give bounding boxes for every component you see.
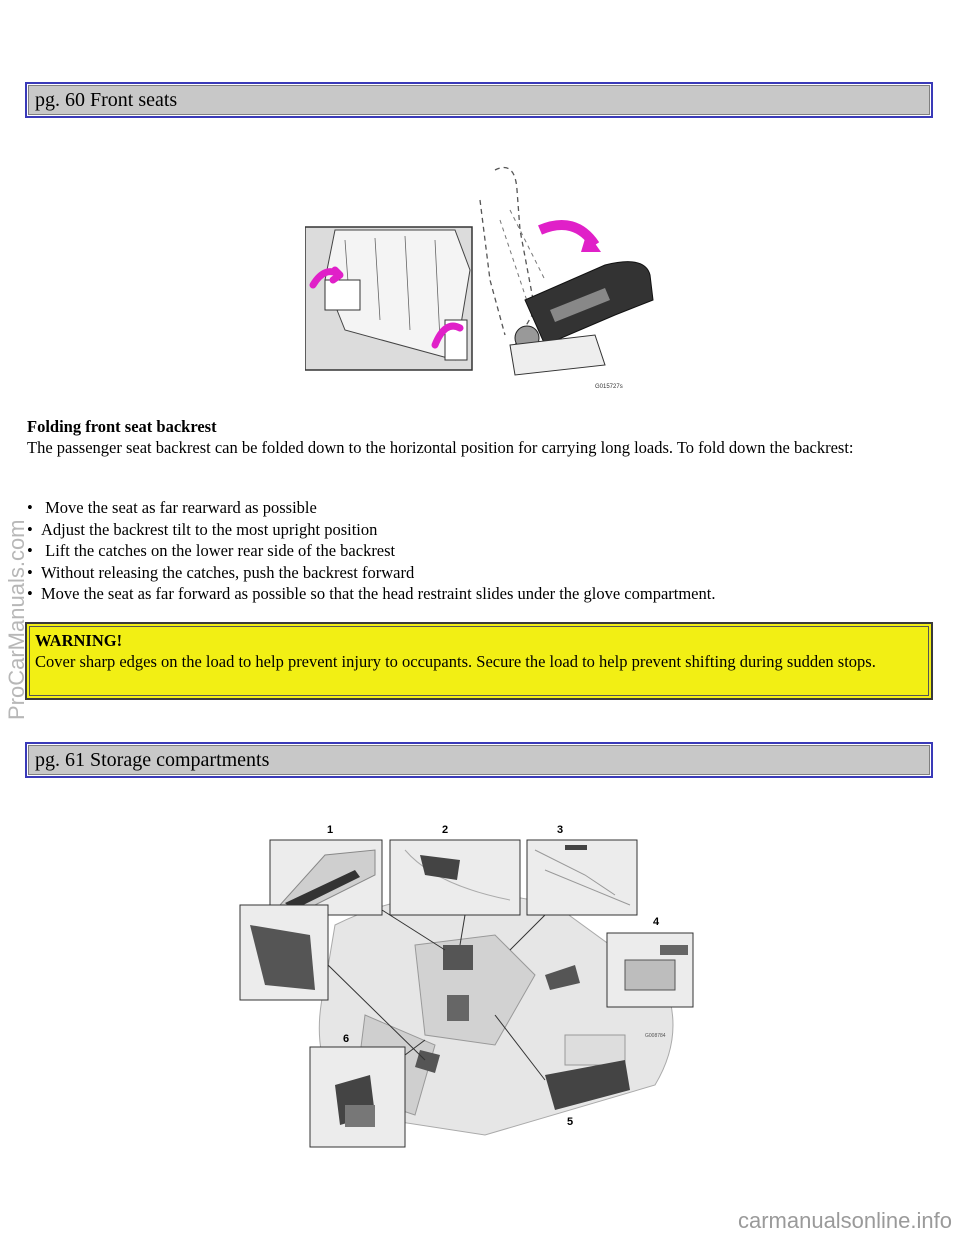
body-text-block (27, 416, 927, 458)
list-item: • Without releasing the catches, push the backrest forward (27, 562, 715, 584)
warning-title: WARNING! (35, 631, 123, 650)
callout-3: 3 (557, 824, 564, 836)
warning-text: Cover sharp edges on the load to help prevent injury to occupants. Secure the load to help prevent shifting during sudden stops. (35, 652, 876, 671)
section-header-front-seats (25, 82, 933, 118)
list-item: • Adjust the backrest tilt to the most upright position (27, 519, 715, 541)
section-title: pg. 61 Storage compartments (35, 749, 270, 771)
section-title: pg. 60 Front seats (35, 89, 178, 111)
callout-5: 5 (567, 1116, 574, 1128)
callout-6: 6 (343, 1033, 350, 1045)
instruction-list (27, 497, 715, 605)
list-item: • Move the seat as far forward as possible so that the head restraint slides under the glove compartment. (27, 583, 715, 605)
watermark-left: ProCarManuals.com (4, 519, 29, 720)
figure-code: G015727s (595, 384, 623, 390)
section-header-storage (25, 742, 933, 778)
figure-code: G008784 (645, 1033, 666, 1039)
storage-compartments-illustration (235, 815, 695, 1155)
warning-box (25, 622, 933, 700)
callout-1: 1 (327, 824, 334, 836)
watermark-bottom: carmanualsonline.info (737, 1208, 952, 1233)
list-item: • Lift the catches on the lower rear side of the backrest (27, 540, 715, 562)
paragraph: The passenger seat backrest can be folded down to the horizontal position for carrying long loads. To fold down the backrest: (27, 438, 854, 457)
subheading: Folding front seat backrest (27, 417, 217, 436)
callout-2: 2 (442, 824, 449, 836)
seat-folding-illustration (305, 160, 665, 398)
list-item: • Move the seat as far rearward as possible (27, 497, 715, 519)
callout-4: 4 (653, 916, 660, 928)
